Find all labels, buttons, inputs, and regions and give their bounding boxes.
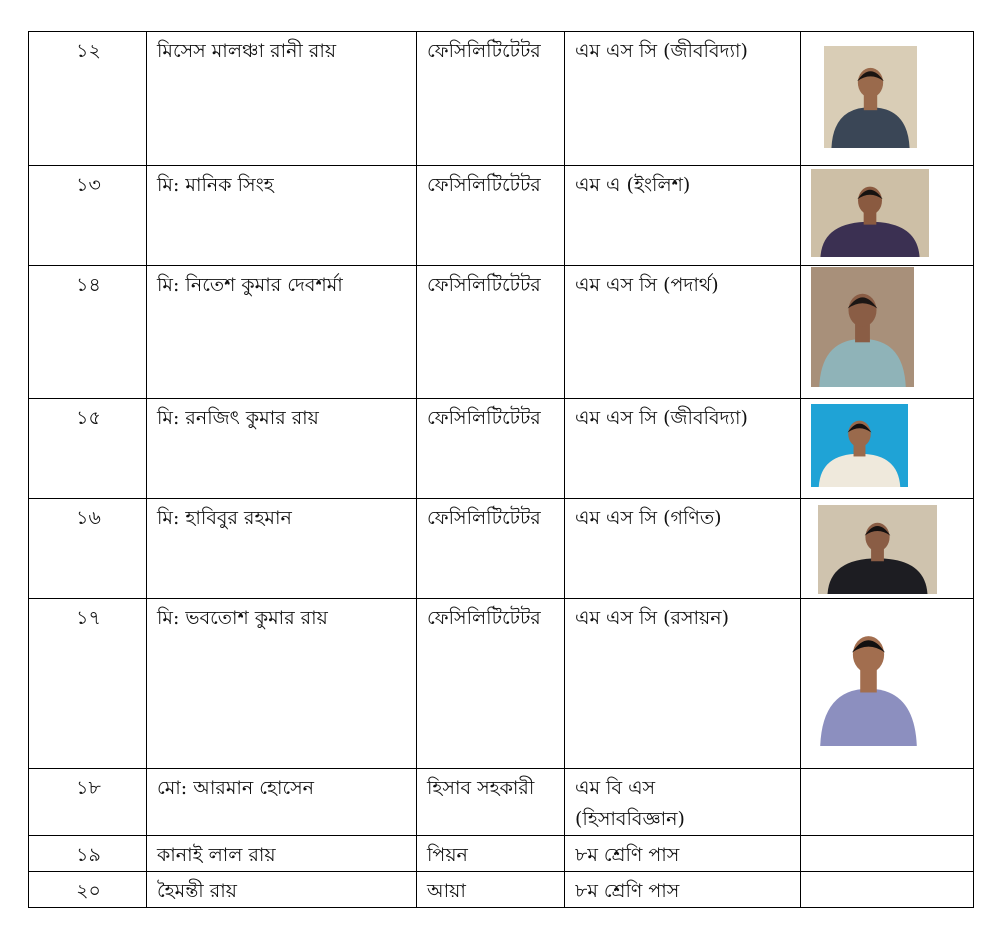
qualification-cell (565, 499, 801, 599)
qualification-line: এম বি এস (575, 777, 656, 799)
designation-cell: ফেসিলিটিটেটর (417, 599, 565, 769)
name-cell: হৈমন্তী রায় (147, 872, 417, 908)
qualification-cell (565, 769, 801, 836)
qualification-cell (565, 872, 801, 908)
photo-cell (801, 836, 974, 872)
name-cell: মি: ভবতোশ কুমার রায় (147, 599, 417, 769)
photo-cell (801, 32, 974, 166)
photo-cell (801, 599, 974, 769)
staff-photo (811, 267, 914, 387)
staff-photo (811, 169, 929, 257)
photo-cell (801, 266, 974, 399)
serial-number-cell: ১২ (29, 32, 147, 166)
designation-cell: হিসাব সহকারী (417, 769, 565, 836)
table-row (29, 599, 974, 769)
qualification-line: ৮ম শ্রেণি পাস (575, 844, 680, 866)
table-row (29, 499, 974, 599)
serial-number-cell: ১৪ (29, 266, 147, 399)
photo-cell (801, 166, 974, 266)
name-cell: মি: মানিক সিংহ (147, 166, 417, 266)
table-row (29, 399, 974, 499)
qualification-cell (565, 166, 801, 266)
qualification-line: ৮ম শ্রেণি পাস (575, 880, 680, 902)
table-row (29, 32, 974, 166)
photo-cell (801, 769, 974, 836)
photo-cell (801, 872, 974, 908)
name-cell: মিসেস মালঞ্চা রানী রায় (147, 32, 417, 166)
serial-number-cell: ১৬ (29, 499, 147, 599)
table-row (29, 872, 974, 908)
staff-photo (811, 603, 926, 746)
name-cell: মো: আরমান হোসেন (147, 769, 417, 836)
staff-table (28, 31, 974, 908)
staff-photo (811, 404, 908, 487)
name-cell: মি: রনজিৎ কুমার রায় (147, 399, 417, 499)
qualification-cell (565, 32, 801, 166)
qualification-cell (565, 599, 801, 769)
qualification-line: এম এস সি (গণিত) (575, 507, 722, 529)
name-cell: কানাই লাল রায় (147, 836, 417, 872)
serial-number-cell: ১৩ (29, 166, 147, 266)
qualification-line: এম এস সি (পদার্থ) (575, 274, 719, 296)
staff-table-body (29, 32, 974, 908)
serial-number-cell: ১৫ (29, 399, 147, 499)
serial-number-cell: ১৯ (29, 836, 147, 872)
serial-number-cell: ১৭ (29, 599, 147, 769)
qualification-cell (565, 399, 801, 499)
qualification-cell (565, 836, 801, 872)
designation-cell: আয়া (417, 872, 565, 908)
qualification-line: (হিসাববিজ্ঞান) (575, 808, 685, 830)
designation-cell: ফেসিলিটিটেটর (417, 166, 565, 266)
name-cell: মি: হাবিবুর রহমান (147, 499, 417, 599)
designation-cell: ফেসিলিটিটেটর (417, 32, 565, 166)
photo-cell (801, 499, 974, 599)
qualification-line: এম এস সি (জীববিদ্যা) (575, 40, 748, 62)
designation-cell: ফেসিলিটিটেটর (417, 266, 565, 399)
designation-cell: ফেসিলিটিটেটর (417, 399, 565, 499)
staff-photo (824, 46, 917, 148)
designation-cell: ফেসিলিটিটেটর (417, 499, 565, 599)
qualification-line: এম এ (ইংলিশ) (575, 174, 691, 196)
name-cell: মি: নিতেশ কুমার দেবশর্মা (147, 266, 417, 399)
qualification-cell (565, 266, 801, 399)
qualification-line: এম এস সি (রসায়ন) (575, 607, 729, 629)
table-row (29, 836, 974, 872)
designation-cell: পিয়ন (417, 836, 565, 872)
table-row (29, 166, 974, 266)
table-row (29, 266, 974, 399)
qualification-line: এম এস সি (জীববিদ্যা) (575, 407, 748, 429)
serial-number-cell: ২০ (29, 872, 147, 908)
photo-cell (801, 399, 974, 499)
table-row (29, 769, 974, 836)
staff-photo (818, 505, 937, 594)
serial-number-cell: ১৮ (29, 769, 147, 836)
